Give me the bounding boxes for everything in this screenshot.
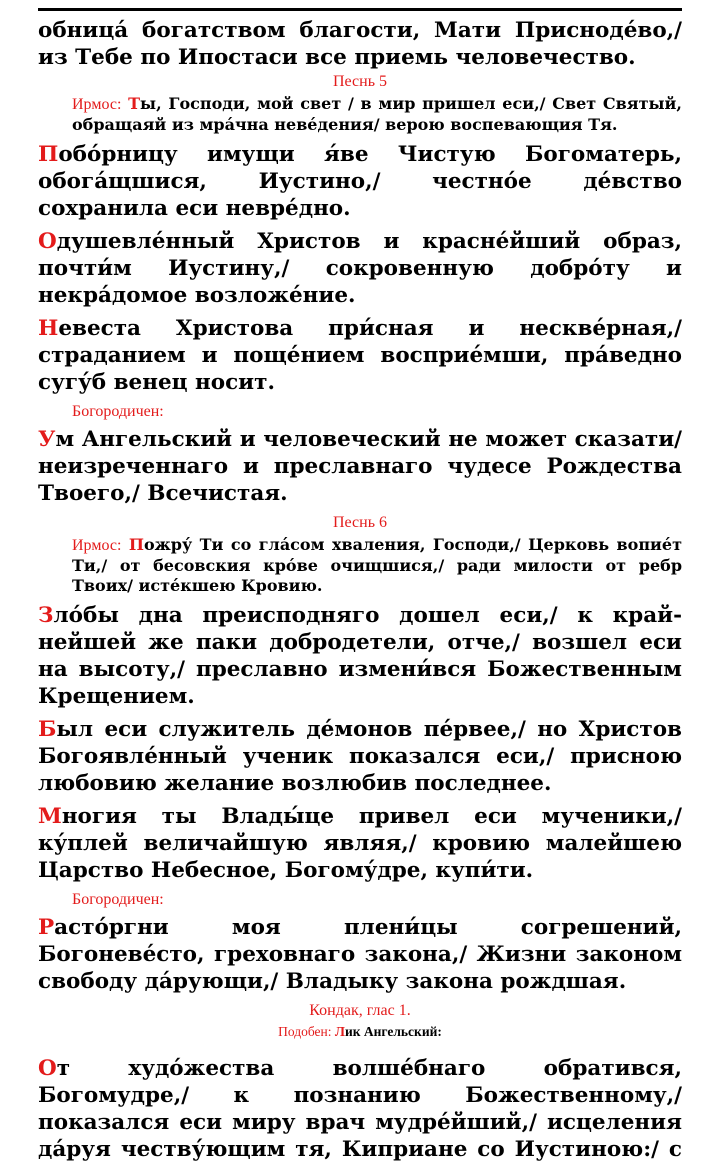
- drop-letter: П: [38, 142, 59, 167]
- top-rule: [38, 8, 682, 11]
- song5-verse-3: [38, 315, 682, 396]
- irmos-label: Ирмос:: [72, 537, 122, 554]
- drop-letter: Б: [38, 717, 57, 742]
- song5-irmos: [38, 94, 682, 135]
- drop-letter: Н: [38, 316, 59, 341]
- verse-text: т худóжества волшéбнаго обратився, Богомудре,/ к познанию Божественному,/ показался еси миру врач мудрéйший,/ исцеления дáруя честву́ющим тя, Киприане со Иустиною:/ с: [38, 1056, 682, 1162]
- irmos-text: ожру́ Ти со глáсом хваления, Господи,/ Церковь вопиéт Ти,/ от бесовския крóве очищшися,/ ради милости от ребр Твоих/ истéкшею Кровию.: [72, 535, 683, 595]
- verse-text: ыл еси служитель дéмонов пéрвее,/ но Христов Богоявлéнный ученик показался еси,/ присною любовию желание возлюбив последнее.: [38, 717, 682, 796]
- song6-verse-1: [38, 602, 682, 710]
- song5-verse-1: [38, 141, 682, 222]
- song6-bogorodichen: [38, 914, 682, 995]
- song6-bogorodichen-label: Богородичен:: [72, 891, 164, 908]
- intro-verse-2: [38, 44, 682, 71]
- song5-title: Песнь 5: [332, 73, 387, 90]
- verse-text: м Ангельский и человеческий не может сказати/ неизреченнаго и преславнаго чудесе Рождества Твоего,/ Всечистая.: [38, 427, 682, 506]
- kondak-podoben: [38, 1023, 682, 1041]
- verse-text: лóбы дна преисподняго дошел еси,/ к край-нейшей же паки добродетели, отче,/ возшел еси на высоту,/ преславно измени́вся Божественным Крещением.: [38, 603, 682, 709]
- kondak-text: [38, 1055, 682, 1163]
- song5-verse-2: [38, 228, 682, 309]
- intro-line-2: из Тебе по Ипостаси все приемь человечество.: [38, 45, 636, 70]
- verse-text: ногия ты Влады́це привел еси мученики,/ ку́плей величайшую являя,/ кровию малейшею Царство Небесное, Богому́дре, купи́ти.: [38, 804, 682, 883]
- irmos-drop-letter: П: [128, 535, 144, 554]
- song5-bogorodichen: [38, 426, 682, 507]
- verse-text: обóрницу имущи я́ве Чистую Богоматерь, обогáщшися, Иустино,/ честнóе дéвство сохранила еси неврéдно.: [38, 142, 682, 221]
- drop-letter: Р: [38, 915, 55, 940]
- drop-letter: У: [38, 427, 56, 452]
- intro-line-1: обницá богатством благости, Мати Приснодéво,/: [38, 18, 682, 43]
- song6-title: Песнь 6: [332, 514, 387, 531]
- podoben-rest: ик Ангельский:: [344, 1024, 442, 1039]
- song5-bogorodichen-label: Богородичен:: [72, 403, 164, 420]
- drop-letter: О: [38, 229, 57, 254]
- song6-verse-3: [38, 803, 682, 884]
- drop-letter: М: [38, 804, 62, 829]
- song6-verse-2: [38, 716, 682, 797]
- irmos-text: ы, Господи, мой свет / в мир пришел еси,/ Свет Святый, обращаяй из мрáчна невéдения/ верою воспевающия Тя.: [72, 94, 682, 134]
- verse-text: душевлéнный Христов и краснéйший образ, почти́м Иустину,/ сокровенную добрóту и некрáдомое возложéние.: [38, 229, 682, 308]
- irmos-drop-letter: Т: [128, 94, 141, 113]
- podoben-drop-letter: Л: [334, 1024, 345, 1039]
- text-body: [38, 17, 682, 1169]
- intro-verse: [38, 17, 682, 44]
- song6-irmos: [38, 535, 682, 596]
- verse-text: евеста Христова при́сная и нескве́рная,/ страданием и пощéнием восприе́мши, прáведно сугу́б венец носит.: [38, 316, 682, 395]
- irmos-label: Ирмос:: [72, 96, 122, 113]
- podoben-text: [335, 1024, 442, 1039]
- verse-text: астóргни моя плени́цы согрешений, Богоневéсто, греховнаго закона,/ Жизни законом свободу дáрующи,/ Владыку закона рождшая.: [38, 915, 682, 994]
- podoben-label: Подобен:: [278, 1024, 332, 1039]
- drop-letter: О: [38, 1056, 57, 1081]
- drop-letter: З: [38, 603, 54, 628]
- kondak-title: Кондак, глас 1.: [309, 1002, 411, 1019]
